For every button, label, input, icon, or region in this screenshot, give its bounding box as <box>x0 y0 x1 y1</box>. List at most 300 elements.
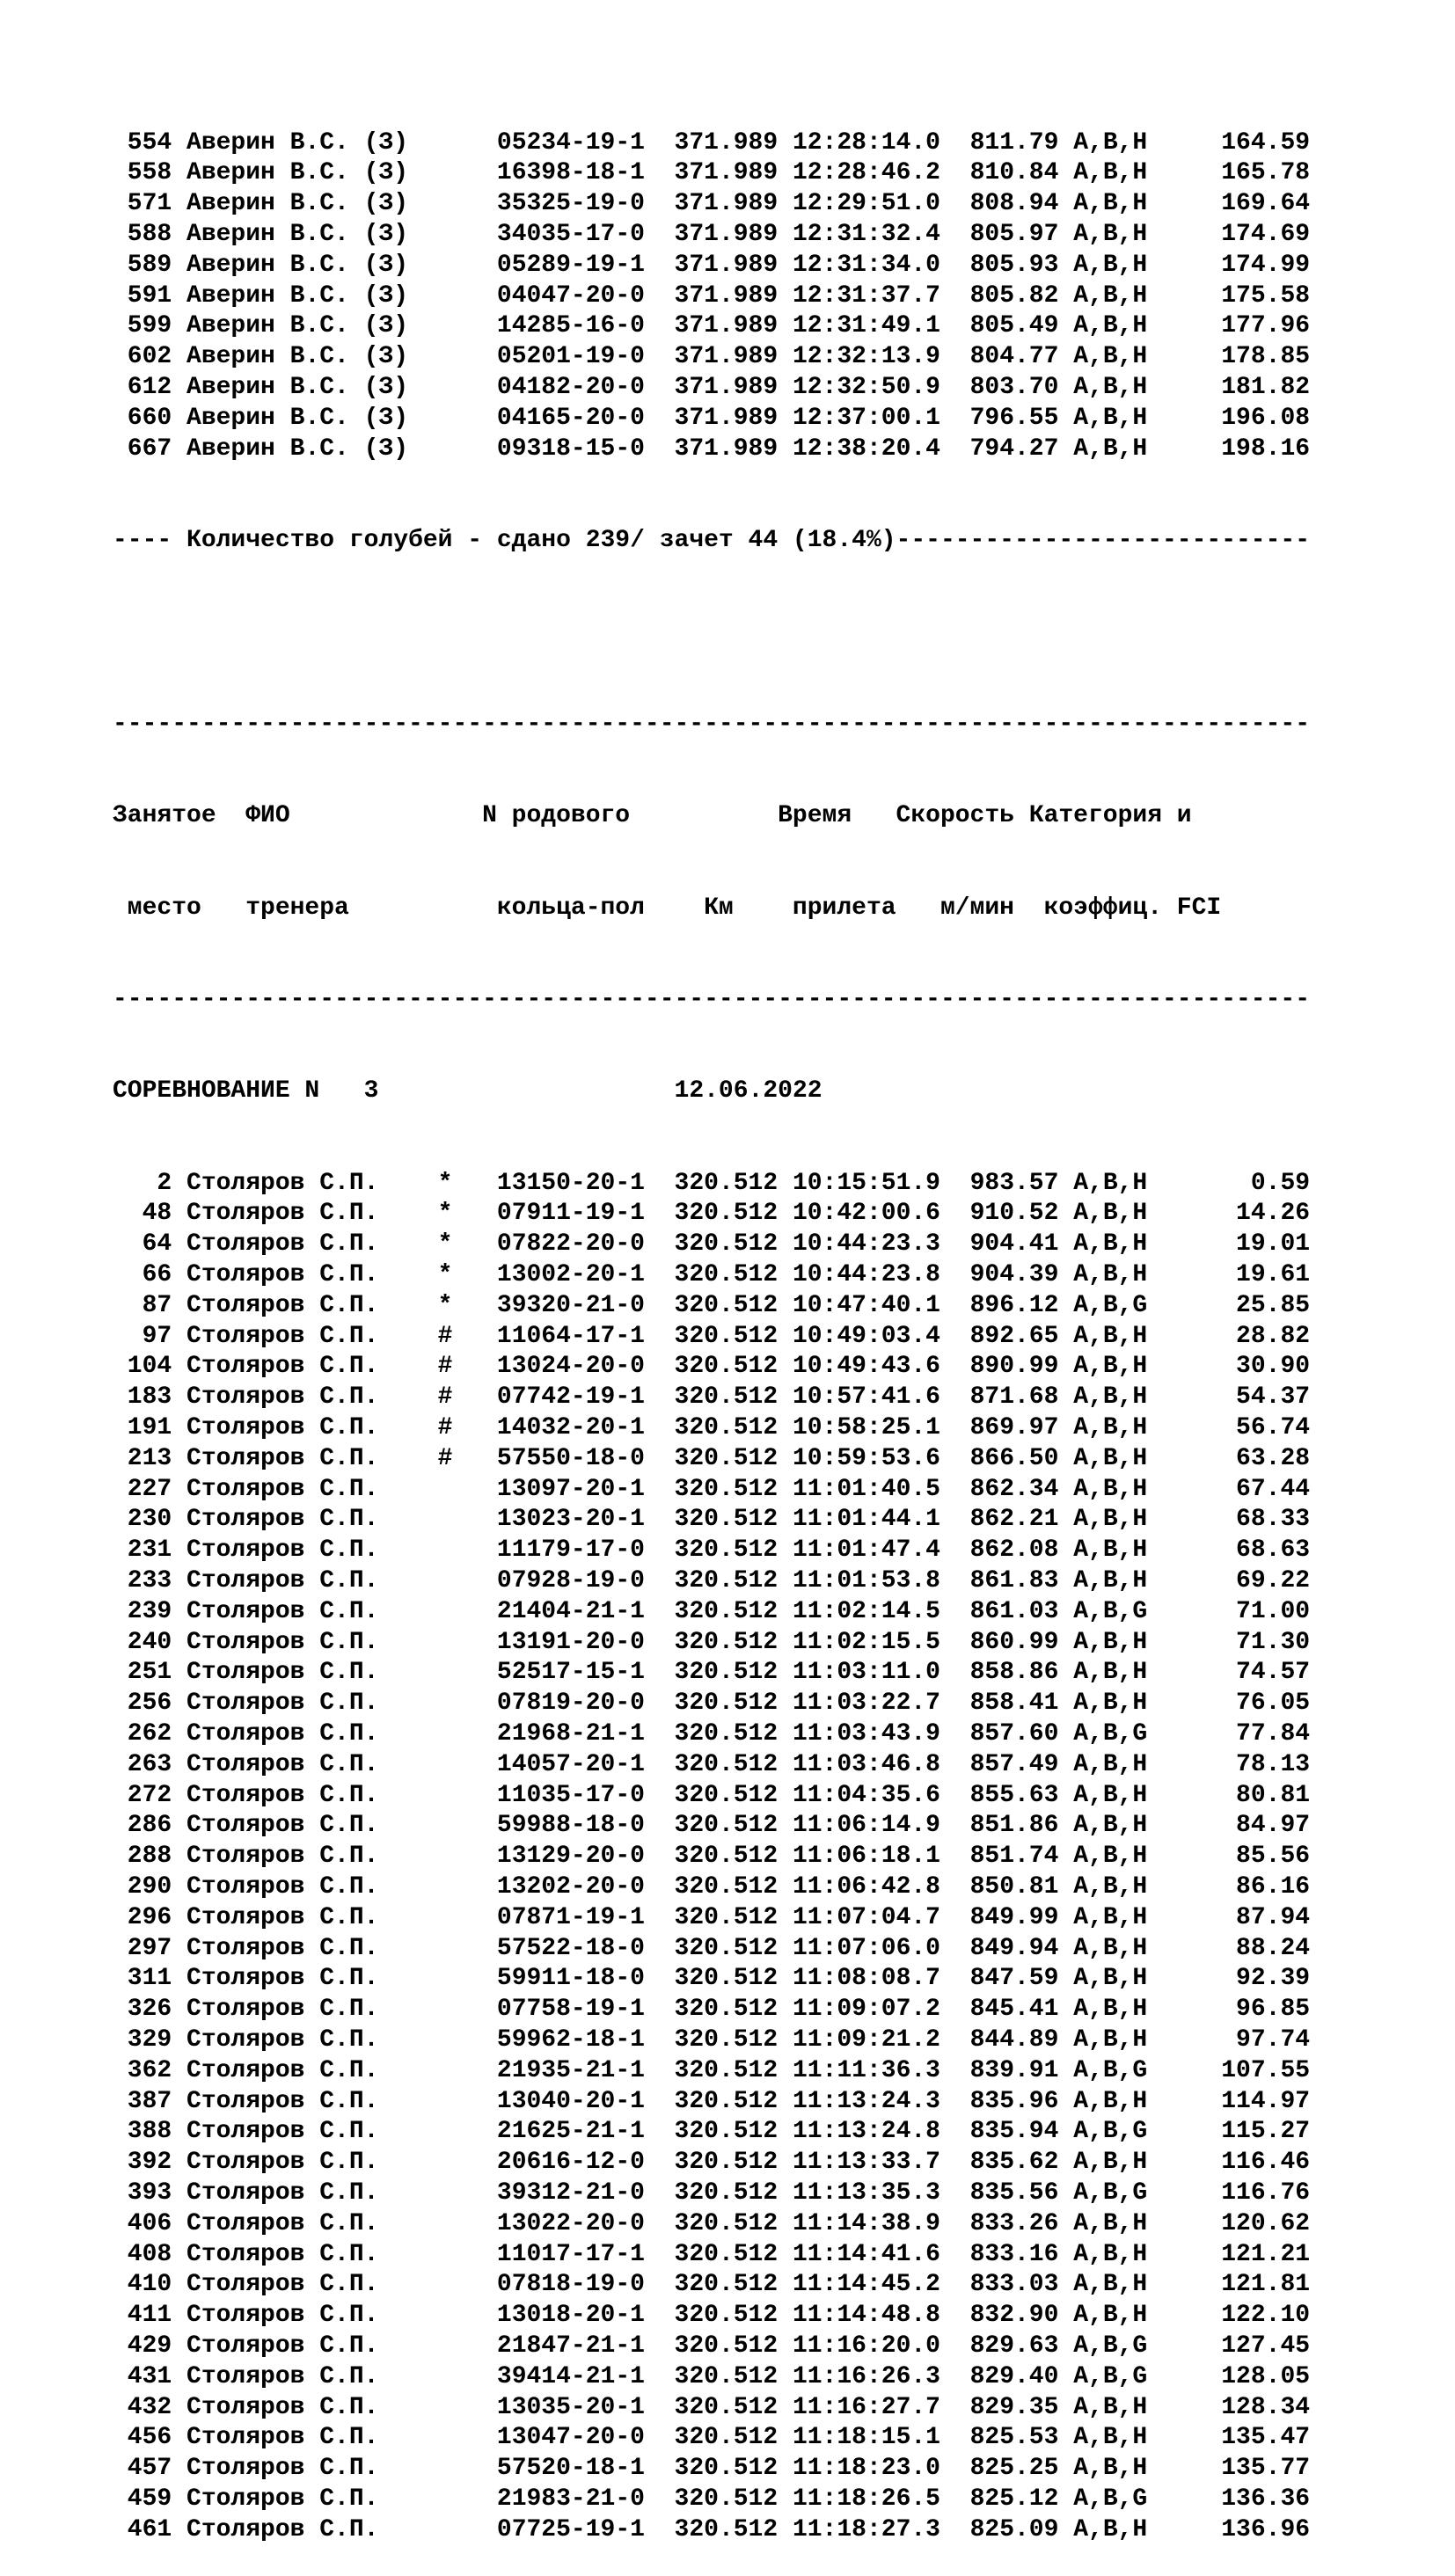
cell-ring: 07742-19-1 <box>496 1383 675 1412</box>
cell-category: A,B,H <box>1073 1903 1163 1931</box>
cell-speed: 811.79 <box>969 128 1074 157</box>
cell-name: Столяров С.П. <box>186 1230 438 1259</box>
cell-ring: 13150-20-1 <box>496 1169 675 1197</box>
cell-category: A,B,H <box>1073 1843 1163 1871</box>
cell-category: A,B,H <box>1073 1475 1163 1503</box>
cell-mark <box>438 2149 497 2176</box>
table-row <box>113 128 1432 159</box>
table-row <box>113 1934 1432 1965</box>
competition-spacer <box>378 1077 674 1105</box>
cell-mark <box>438 2210 497 2237</box>
cell-time: 11:07:06.0 <box>792 1934 970 1962</box>
cell-place: 2 <box>113 1169 187 1197</box>
cell-speed: 849.94 <box>969 1934 1074 1962</box>
cell-time: 11:01:40.5 <box>792 1475 970 1503</box>
cell-mark <box>438 1476 497 1503</box>
cell-place: 393 <box>113 2178 187 2207</box>
cell-speed: 983.57 <box>969 1169 1074 1197</box>
cell-fci: 121.21 <box>1162 2240 1311 2268</box>
cell-place: 311 <box>113 1965 187 1993</box>
cell-km: 371.989 <box>674 190 793 218</box>
cell-speed: 904.39 <box>969 1261 1074 1289</box>
cell-mark: * <box>437 1200 497 1228</box>
cell-fci: 25.85 <box>1162 1291 1311 1319</box>
cell-place: 392 <box>113 2149 187 2177</box>
cell-km: 320.512 <box>674 1383 793 1412</box>
cell-speed: 805.97 <box>969 220 1074 248</box>
table-row <box>113 1964 1432 1995</box>
cell-km: 371.989 <box>674 220 793 248</box>
cell-speed: 860.99 <box>969 1628 1074 1656</box>
cell-category: A,B,H <box>1073 1383 1163 1412</box>
cell-ring: 57550-18-0 <box>496 1444 675 1472</box>
cell-mark <box>438 2516 497 2543</box>
cell-ring: 05234-19-1 <box>496 128 675 157</box>
cell-name: Столяров С.П. <box>186 1750 438 1778</box>
cell-km: 320.512 <box>674 2362 793 2390</box>
cell-speed: 850.81 <box>969 1873 1074 1901</box>
table-row <box>113 1811 1432 1842</box>
cell-ring: 13040-20-1 <box>496 2087 675 2115</box>
cell-ring: 05289-19-1 <box>496 251 675 279</box>
cell-place: 191 <box>113 1414 187 1442</box>
cell-time: 11:18:15.1 <box>792 2424 970 2452</box>
cell-category: A,B,H <box>1073 2393 1163 2421</box>
cell-category: A,B,H <box>1073 1322 1163 1350</box>
cell-speed: 835.94 <box>969 2118 1074 2146</box>
table-header-line-1: Занятое ФИО N родового Время Скорость Категория и <box>113 802 1192 830</box>
cell-place: 256 <box>113 1689 187 1718</box>
cell-km: 320.512 <box>674 1506 793 1534</box>
cell-mark: # <box>437 1353 497 1381</box>
cell-place: 589 <box>113 251 187 279</box>
cell-place: 588 <box>113 220 187 248</box>
cell-category: A,B,H <box>1073 2271 1163 2299</box>
cell-km: 371.989 <box>674 373 793 401</box>
cell-name: Аверин В.С. (З) <box>186 404 438 432</box>
cell-category: A,B,H <box>1073 1689 1163 1718</box>
cell-name: Аверин В.С. (З) <box>186 312 438 340</box>
cell-speed: 805.93 <box>969 251 1074 279</box>
cell-time: 11:09:07.2 <box>792 1996 970 2024</box>
cell-place: 97 <box>113 1322 187 1350</box>
cell-fci: 76.05 <box>1162 1689 1311 1718</box>
cell-fci: 136.96 <box>1162 2515 1311 2543</box>
cell-ring: 13023-20-1 <box>496 1506 675 1534</box>
table-row <box>113 2148 1432 2178</box>
cell-time: 10:47:40.1 <box>792 1291 970 1319</box>
table-row <box>113 2454 1432 2485</box>
cell-time: 10:42:00.6 <box>792 1200 970 1228</box>
cell-fci: 174.99 <box>1162 251 1311 279</box>
cell-place: 288 <box>113 1843 187 1871</box>
cell-name: Аверин В.С. (З) <box>186 281 438 310</box>
cell-mark <box>438 2302 497 2329</box>
table-row <box>113 1566 1432 1597</box>
cell-place: 87 <box>113 1291 187 1319</box>
cell-name: Столяров С.П. <box>186 1169 438 1197</box>
cell-fci: 181.82 <box>1162 373 1311 401</box>
cell-speed: 862.34 <box>969 1475 1074 1503</box>
table-row <box>113 2515 1432 2546</box>
cell-name: Столяров С.П. <box>186 1444 438 1472</box>
cell-km: 320.512 <box>674 1689 793 1718</box>
table-row <box>113 1628 1432 1659</box>
cell-fci: 77.84 <box>1162 1720 1311 1748</box>
cell-name: Столяров С.П. <box>186 2302 438 2330</box>
cell-name: Столяров С.П. <box>186 1475 438 1503</box>
cell-ring: 11035-17-0 <box>496 1781 675 1809</box>
cell-place: 612 <box>113 373 187 401</box>
cell-place: 411 <box>113 2302 187 2330</box>
cell-speed: 829.63 <box>969 2332 1074 2360</box>
table-row <box>113 1352 1432 1383</box>
cell-category: A,B,H <box>1073 251 1163 279</box>
cell-name: Аверин В.С. (З) <box>186 128 438 157</box>
cell-category: A,B,H <box>1073 1536 1163 1565</box>
table-row <box>113 2117 1432 2148</box>
cell-fci: 80.81 <box>1162 1781 1311 1809</box>
cell-speed: 896.12 <box>969 1291 1074 1319</box>
cell-km: 320.512 <box>674 2149 793 2177</box>
cell-km: 320.512 <box>674 1659 793 1687</box>
cell-mark <box>438 405 497 432</box>
cell-mark <box>438 312 497 339</box>
table-row <box>113 1475 1432 1506</box>
table-row <box>113 251 1432 281</box>
cell-name: Столяров С.П. <box>186 1934 438 1962</box>
cell-fci: 19.01 <box>1162 1230 1311 1259</box>
cell-name: Столяров С.П. <box>186 1383 438 1412</box>
cell-speed: 804.77 <box>969 343 1074 371</box>
cell-mark <box>438 1904 497 1931</box>
cell-speed: 835.56 <box>969 2178 1074 2207</box>
cell-ring: 14285-16-0 <box>496 312 675 340</box>
table-row <box>113 342 1432 373</box>
cell-name: Столяров С.П. <box>186 1659 438 1687</box>
cell-speed: 861.03 <box>969 1597 1074 1625</box>
cell-place: 571 <box>113 190 187 218</box>
separator-line: --------------------------------------------------------------------------------- <box>113 710 1311 738</box>
cell-km: 371.989 <box>674 434 793 463</box>
cell-mark <box>438 2271 497 2298</box>
cell-time: 12:29:51.0 <box>792 190 970 218</box>
competition-date: 12.06.2022 <box>674 1077 823 1106</box>
cell-ring: 35325-19-0 <box>496 190 675 218</box>
cell-km: 320.512 <box>674 1536 793 1565</box>
cell-category: A,B,H <box>1073 1659 1163 1687</box>
cell-ring: 05201-19-0 <box>496 343 675 371</box>
cell-speed: 890.99 <box>969 1353 1074 1381</box>
cell-name: Столяров С.П. <box>186 2271 438 2299</box>
cell-place: 66 <box>113 1261 187 1289</box>
cell-name: Столяров С.П. <box>186 2240 438 2268</box>
cell-km: 320.512 <box>674 1414 793 1442</box>
table-row <box>113 2087 1432 2118</box>
cell-ring: 04047-20-0 <box>496 281 675 310</box>
table-row <box>113 1658 1432 1689</box>
cell-category: A,B,H <box>1073 1414 1163 1442</box>
cell-fci: 174.69 <box>1162 220 1311 248</box>
cell-mark: # <box>437 1322 497 1350</box>
cell-km: 320.512 <box>674 1291 793 1319</box>
cell-km: 320.512 <box>674 2393 793 2421</box>
cell-place: 459 <box>113 2485 187 2513</box>
cell-name: Столяров С.П. <box>186 1720 438 1748</box>
cell-name: Столяров С.П. <box>186 1597 438 1625</box>
cell-place: 667 <box>113 434 187 463</box>
cell-place: 286 <box>113 1812 187 1840</box>
cell-category: A,B,H <box>1073 312 1163 340</box>
cell-mark <box>438 2241 497 2268</box>
cell-ring: 07871-19-1 <box>496 1903 675 1931</box>
cell-fci: 169.64 <box>1162 190 1311 218</box>
cell-speed: 825.09 <box>969 2515 1074 2543</box>
cell-name: Столяров С.П. <box>186 2455 438 2483</box>
table-row <box>113 220 1432 251</box>
cell-fci: 92.39 <box>1162 1965 1311 1993</box>
table-row <box>113 1872 1432 1903</box>
cell-km: 371.989 <box>674 404 793 432</box>
cell-speed: 851.86 <box>969 1812 1074 1840</box>
cell-name: Столяров С.П. <box>186 1965 438 1993</box>
cell-name: Столяров С.П. <box>186 2118 438 2146</box>
cell-ring: 13191-20-0 <box>496 1628 675 1656</box>
cell-km: 320.512 <box>674 2455 793 2483</box>
cell-km: 320.512 <box>674 1750 793 1778</box>
cell-time: 11:16:27.7 <box>792 2393 970 2421</box>
cell-time: 10:44:23.8 <box>792 1261 970 1289</box>
cell-ring: 59911-18-0 <box>496 1965 675 1993</box>
cell-place: 432 <box>113 2393 187 2421</box>
cell-ring: 13018-20-1 <box>496 2302 675 2330</box>
cell-speed: 796.55 <box>969 404 1074 432</box>
cell-speed: 847.59 <box>969 1965 1074 1993</box>
cell-mark <box>438 1996 497 2023</box>
cell-time: 11:03:46.8 <box>792 1750 970 1778</box>
cell-km: 320.512 <box>674 1261 793 1289</box>
cell-mark: # <box>437 1444 497 1472</box>
cell-name: Столяров С.П. <box>186 1261 438 1289</box>
cell-fci: 88.24 <box>1162 1934 1311 1962</box>
cell-speed: 845.41 <box>969 1996 1074 2024</box>
table-row <box>113 1322 1432 1353</box>
cell-ring: 21404-21-1 <box>496 1597 675 1625</box>
cell-mark <box>438 1751 497 1778</box>
cell-mark <box>438 159 497 186</box>
table-row <box>113 2332 1432 2362</box>
cell-time: 11:11:36.3 <box>792 2056 970 2084</box>
cell-name: Столяров С.П. <box>186 1322 438 1350</box>
table-row <box>113 158 1432 189</box>
table-row <box>113 1169 1432 1200</box>
cell-category: A,B,H <box>1073 2149 1163 2177</box>
cell-name: Столяров С.П. <box>186 1506 438 1534</box>
cell-km: 320.512 <box>674 1996 793 2024</box>
cell-mark <box>438 282 497 310</box>
cell-place: 387 <box>113 2087 187 2115</box>
cell-name: Столяров С.П. <box>186 1781 438 1809</box>
cell-time: 11:13:24.8 <box>792 2118 970 2146</box>
cell-time: 10:57:41.6 <box>792 1383 970 1412</box>
cell-mark <box>438 221 497 248</box>
table-row <box>113 1903 1432 1934</box>
cell-mark <box>438 1935 497 1962</box>
cell-time: 11:03:11.0 <box>792 1659 970 1687</box>
cell-ring: 11017-17-1 <box>496 2240 675 2268</box>
cell-mark <box>438 129 497 157</box>
cell-speed: 855.63 <box>969 1781 1074 1809</box>
cell-name: Столяров С.П. <box>186 1200 438 1228</box>
cell-speed: 866.50 <box>969 1444 1074 1472</box>
cell-time: 10:49:43.6 <box>792 1353 970 1381</box>
results-list <box>113 1169 1432 2546</box>
cell-category: A,B,G <box>1073 1291 1163 1319</box>
cell-name: Столяров С.П. <box>186 1567 438 1595</box>
cell-km: 320.512 <box>674 2515 793 2543</box>
cell-km: 320.512 <box>674 2271 793 2299</box>
cell-speed: 794.27 <box>969 434 1074 463</box>
cell-place: 329 <box>113 2026 187 2054</box>
cell-km: 320.512 <box>674 1597 793 1625</box>
cell-category: A,B,H <box>1073 404 1163 432</box>
cell-place: 431 <box>113 2362 187 2390</box>
table-row <box>113 2270 1432 2301</box>
cell-fci: 28.82 <box>1162 1322 1311 1350</box>
cell-km: 320.512 <box>674 2424 793 2452</box>
cell-name: Столяров С.П. <box>186 2485 438 2513</box>
cell-category: A,B,G <box>1073 2332 1163 2360</box>
cell-time: 11:18:23.0 <box>792 2455 970 2483</box>
cell-name: Столяров С.П. <box>186 2087 438 2115</box>
cell-mark <box>438 2026 497 2054</box>
cell-speed: 849.99 <box>969 1903 1074 1931</box>
cell-km: 320.512 <box>674 2332 793 2360</box>
cell-km: 320.512 <box>674 2056 793 2084</box>
cell-time: 12:31:49.1 <box>792 312 970 340</box>
cell-ring: 21968-21-1 <box>496 1720 675 1748</box>
table-row <box>113 189 1432 220</box>
cell-category: A,B,H <box>1073 1169 1163 1197</box>
cell-category: A,B,H <box>1073 159 1163 187</box>
cell-category: A,B,H <box>1073 2209 1163 2237</box>
cell-time: 11:03:22.7 <box>792 1689 970 1718</box>
cell-place: 554 <box>113 128 187 157</box>
cell-ring: 39414-21-1 <box>496 2362 675 2390</box>
cell-fci: 97.74 <box>1162 2026 1311 2054</box>
cell-category: A,B,H <box>1073 1567 1163 1595</box>
cell-fci: 165.78 <box>1162 159 1311 187</box>
cell-name: Столяров С.П. <box>186 1812 438 1840</box>
cell-km: 320.512 <box>674 1567 793 1595</box>
cell-place: 231 <box>113 1536 187 1565</box>
cell-time: 12:38:20.4 <box>792 434 970 463</box>
table-row <box>113 2423 1432 2454</box>
cell-ring: 21625-21-1 <box>496 2118 675 2146</box>
cell-ring: 13129-20-0 <box>496 1843 675 1871</box>
cell-speed: 829.35 <box>969 2393 1074 2421</box>
cell-fci: 0.59 <box>1162 1169 1311 1197</box>
cell-fci: 135.47 <box>1162 2424 1311 2452</box>
cell-category: A,B,H <box>1073 1750 1163 1778</box>
cell-km: 320.512 <box>674 2118 793 2146</box>
cell-name: Столяров С.П. <box>186 1291 438 1319</box>
cell-ring: 11179-17-0 <box>496 1536 675 1565</box>
cell-ring: 21847-21-1 <box>496 2332 675 2360</box>
table-row <box>113 2485 1432 2515</box>
cell-km: 320.512 <box>674 2026 793 2054</box>
cell-name: Столяров С.П. <box>186 2149 438 2177</box>
cell-place: 230 <box>113 1506 187 1534</box>
cell-place: 263 <box>113 1750 187 1778</box>
cell-fci: 128.34 <box>1162 2393 1311 2421</box>
cell-category: A,B,H <box>1073 2424 1163 2452</box>
cell-speed: 892.65 <box>969 1322 1074 1350</box>
cell-category: A,B,H <box>1073 1965 1163 1993</box>
cell-category: A,B,H <box>1073 2302 1163 2330</box>
cell-mark <box>438 2485 497 2513</box>
cell-mark <box>438 2394 497 2421</box>
cell-speed: 835.96 <box>969 2087 1074 2115</box>
pigeon-count-summary: ---- Количество голубей - сдано 239/ зачет 44 (18.4%)---------------------------- <box>113 526 1311 554</box>
table-row <box>113 1291 1432 1322</box>
cell-mark <box>438 190 497 217</box>
cell-time: 10:59:53.6 <box>792 1444 970 1472</box>
cell-time: 12:32:13.9 <box>792 343 970 371</box>
cell-place: 104 <box>113 1353 187 1381</box>
cell-km: 320.512 <box>674 1873 793 1901</box>
table-row <box>113 1230 1432 1260</box>
cell-ring: 11064-17-1 <box>496 1322 675 1350</box>
cell-name: Аверин В.С. (З) <box>186 343 438 371</box>
competition-title: СОРЕВНОВАНИЕ N 3 <box>113 1077 379 1106</box>
cell-speed: 803.70 <box>969 373 1074 401</box>
cell-fci: 69.22 <box>1162 1567 1311 1595</box>
cell-mark <box>438 1782 497 1809</box>
cell-ring: 07725-19-1 <box>496 2515 675 2543</box>
cell-speed: 825.53 <box>969 2424 1074 2452</box>
cell-name: Столяров С.П. <box>186 1873 438 1901</box>
cell-fci: 136.36 <box>1162 2485 1311 2513</box>
cell-place: 461 <box>113 2515 187 2543</box>
cell-mark <box>438 1598 497 1625</box>
cell-mark <box>438 1629 497 1656</box>
cell-time: 11:04:35.6 <box>792 1781 970 1809</box>
table-row <box>113 1842 1432 1872</box>
cell-name: Столяров С.П. <box>186 1628 438 1656</box>
cell-ring: 59962-18-1 <box>496 2026 675 2054</box>
cell-category: A,B,G <box>1073 2056 1163 2084</box>
cell-ring: 39320-21-0 <box>496 1291 675 1319</box>
cell-name: Аверин В.С. (З) <box>186 434 438 463</box>
cell-km: 371.989 <box>674 128 793 157</box>
table-header-line-2: место тренера кольца-пол Км прилета м/мин коэффиц. FCI <box>113 894 1222 922</box>
cell-name: Столяров С.П. <box>186 2209 438 2237</box>
table-row <box>113 311 1432 342</box>
cell-fci: 122.10 <box>1162 2302 1311 2330</box>
cell-place: 660 <box>113 404 187 432</box>
cell-ring: 34035-17-0 <box>496 220 675 248</box>
cell-place: 262 <box>113 1720 187 1748</box>
cell-mark <box>438 252 497 279</box>
cell-category: A,B,H <box>1073 434 1163 463</box>
cell-place: 457 <box>113 2455 187 2483</box>
cell-speed: 851.74 <box>969 1843 1074 1871</box>
cell-speed: 839.91 <box>969 2056 1074 2084</box>
table-row <box>113 2393 1432 2424</box>
cell-ring: 14032-20-1 <box>496 1414 675 1442</box>
cell-fci: 68.33 <box>1162 1506 1311 1534</box>
